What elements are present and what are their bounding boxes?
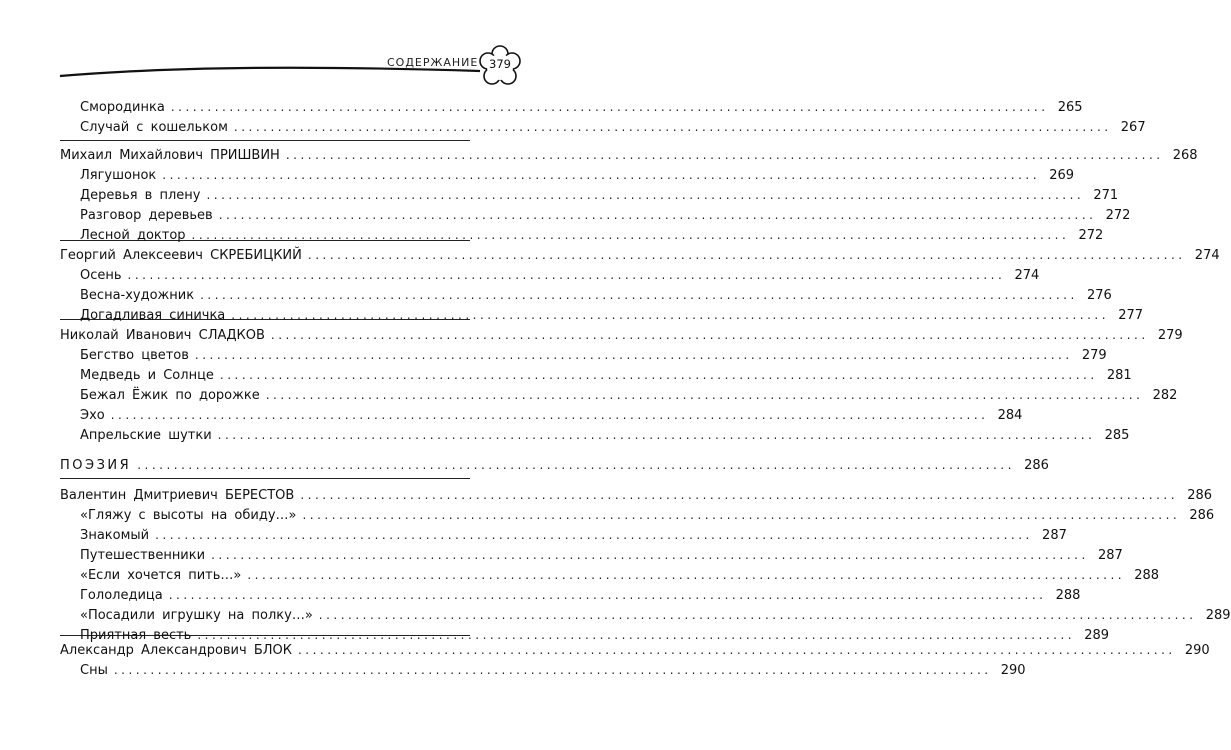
dot-leader: ........................................................................................................................ <box>318 608 1197 622</box>
toc-entry-page: 277 <box>1118 308 1144 323</box>
toc-story-entry <box>0 285 1112 305</box>
toc-story-entry <box>0 185 1119 205</box>
toc-story-entry <box>0 660 1026 680</box>
toc-entry-title: Георгий Алексеевич СКРЕБИЦКИЙ <box>60 248 302 263</box>
dot-leader: ........................................................................................................................ <box>218 208 1097 222</box>
toc-entry-page: 279 <box>1157 328 1183 343</box>
dot-leader: ........................................................................................................................ <box>217 428 1096 442</box>
dot-leader: ........................................................................................................................ <box>302 508 1181 522</box>
toc-entry-title: Знакомый <box>80 528 150 543</box>
toc-entry-title: Деревья в плену <box>80 188 201 203</box>
toc-entry-title: Медведь и Солнце <box>80 368 214 383</box>
toc-entry-title: Апрельские шутки <box>80 428 212 443</box>
toc-entry-title: Догадливая синичка <box>80 308 226 323</box>
toc-entry-page: 267 <box>1120 120 1146 135</box>
divider <box>60 478 470 479</box>
toc-author-entry <box>0 145 1198 165</box>
dot-leader: ........................................................................................................................ <box>211 548 1089 562</box>
toc-story-entry <box>0 525 1067 545</box>
dot-leader: ........................................................................................................................ <box>194 348 1073 362</box>
toc-entry-title: Случай с кошельком <box>80 120 228 135</box>
toc-entry-page: 265 <box>1057 100 1083 115</box>
toc-entry-page: 274 <box>1194 248 1220 263</box>
toc-story-entry <box>0 585 1081 605</box>
toc-story-entry <box>0 385 1178 405</box>
divider <box>60 140 470 141</box>
toc-entry-page: 288 <box>1055 588 1081 603</box>
page-number: 379 <box>489 57 511 71</box>
dot-leader: ........................................................................................................................ <box>285 148 1164 162</box>
toc-story-entry <box>0 345 1107 365</box>
toc-story-entry <box>0 305 1144 325</box>
toc-entry-title: «Если хочется пить…» <box>80 568 242 583</box>
dot-leader: ........................................................................................................................ <box>270 328 1149 342</box>
toc-entry-title: Сны <box>80 663 108 678</box>
toc-entry-page: 271 <box>1093 188 1119 203</box>
toc-story-entry <box>0 265 1040 285</box>
toc-entry-page: 276 <box>1086 288 1112 303</box>
toc-story-entry <box>0 117 1146 137</box>
dot-leader: ........................................................................................................................ <box>233 120 1112 134</box>
dot-leader: ........................................................................................................................ <box>247 568 1126 582</box>
toc-author-entry <box>0 245 1220 265</box>
dot-leader: ........................................................................................................................ <box>113 663 992 677</box>
toc-entry-title: Разговор деревьев <box>80 208 213 223</box>
toc-story-entry <box>0 605 1231 625</box>
running-header-title: СОДЕРЖАНИЕ <box>387 56 479 69</box>
dot-leader: ........................................................................................................................ <box>200 288 1078 302</box>
toc-entry-page: 286 <box>1189 508 1215 523</box>
dot-leader: ........................................................................................................................ <box>168 588 1047 602</box>
toc-entry-page: 282 <box>1152 388 1178 403</box>
dot-leader: ........................................................................................................................ <box>162 168 1041 182</box>
toc-author-entry <box>0 485 1213 505</box>
toc-entry-page: 272 <box>1105 208 1131 223</box>
dot-leader: ........................................................................................................................ <box>307 248 1186 262</box>
dot-leader: ........................................................................................................................ <box>110 408 989 422</box>
toc-entry-page: 269 <box>1049 168 1075 183</box>
dot-leader: ........................................................................................................................ <box>297 643 1176 657</box>
dot-leader: ........................................................................................................................ <box>191 228 1070 242</box>
toc-entry-page: 281 <box>1106 368 1132 383</box>
toc-entry-title: Бегство цветов <box>80 348 189 363</box>
dot-leader: ........................................................................................................................ <box>155 528 1033 542</box>
toc-section-entry <box>0 455 1049 475</box>
toc-entry-page: 287 <box>1042 528 1067 543</box>
dot-leader: ........................................................................................................................ <box>127 268 1006 282</box>
toc-entry-title: Лягушонок <box>80 168 157 183</box>
toc-entry-page: 289 <box>1205 608 1231 623</box>
toc-entry-title: Приятная весть <box>80 628 192 643</box>
toc-story-entry <box>0 365 1132 385</box>
dot-leader: ........................................................................................................................ <box>197 628 1076 642</box>
toc-entry-title: Николай Иванович СЛАДКОВ <box>60 328 265 343</box>
toc-entry-page: 268 <box>1172 148 1198 163</box>
toc-story-entry <box>0 425 1130 445</box>
toc-entry-title: Смородинка <box>80 100 165 115</box>
toc-entry-title: Путешественники <box>80 548 206 563</box>
toc-entry-page: 289 <box>1084 628 1110 643</box>
toc-entry-page: 279 <box>1081 348 1107 363</box>
toc-story-entry <box>0 97 1083 117</box>
toc-entry-title: Осень <box>80 268 122 283</box>
toc-entry-title: ПОЭЗИЯ <box>60 458 132 473</box>
toc-story-entry <box>0 225 1104 245</box>
dot-leader: ........................................................................................................................ <box>170 100 1049 114</box>
dot-leader: ........................................................................................................................ <box>137 458 1015 472</box>
toc-story-entry <box>0 505 1215 525</box>
toc-entry-page: 285 <box>1104 428 1130 443</box>
toc-entry-page: 287 <box>1097 548 1123 563</box>
toc-story-entry <box>0 565 1160 585</box>
toc-entry-page: 290 <box>1184 643 1210 658</box>
toc-entry-title: «Гляжу с высоты на обиду…» <box>80 508 297 523</box>
toc-story-entry <box>0 545 1123 565</box>
toc-entry-title: Бежал Ёжик по дорожке <box>80 388 260 403</box>
toc-entry-title: Гололедица <box>80 588 163 603</box>
toc-entry-title: Александр Александрович БЛОК <box>60 643 292 658</box>
toc-entry-title: Валентин Дмитриевич БЕРЕСТОВ <box>60 488 295 503</box>
toc-author-entry <box>0 325 1183 345</box>
toc-author-entry <box>0 640 1210 660</box>
toc-entry-page: 288 <box>1134 568 1160 583</box>
dot-leader: ........................................................................................................................ <box>219 368 1098 382</box>
toc-story-entry <box>0 405 1023 425</box>
toc-story-entry <box>0 205 1131 225</box>
dot-leader: ........................................................................................................................ <box>265 388 1144 402</box>
toc-entry-page: 284 <box>997 408 1023 423</box>
dot-leader: ........................................................................................................................ <box>300 488 1179 502</box>
toc-entry-title: Весна-художник <box>80 288 195 303</box>
toc-entry-page: 272 <box>1078 228 1104 243</box>
toc-entry-title: Эхо <box>80 408 105 423</box>
dot-leader: ........................................................................................................................ <box>206 188 1085 202</box>
toc-story-entry <box>0 165 1075 185</box>
toc-entry-title: «Посадили игрушку на полку…» <box>80 608 313 623</box>
toc-entry-title: Михаил Михайлович ПРИШВИН <box>60 148 280 163</box>
toc-entry-page: 286 <box>1187 488 1213 503</box>
toc-entry-title: Лесной доктор <box>80 228 186 243</box>
toc-entry-page: 290 <box>1000 663 1026 678</box>
toc-entry-page: 286 <box>1024 458 1049 473</box>
toc-entry-page: 274 <box>1014 268 1040 283</box>
dot-leader: ........................................................................................................................ <box>231 308 1110 322</box>
